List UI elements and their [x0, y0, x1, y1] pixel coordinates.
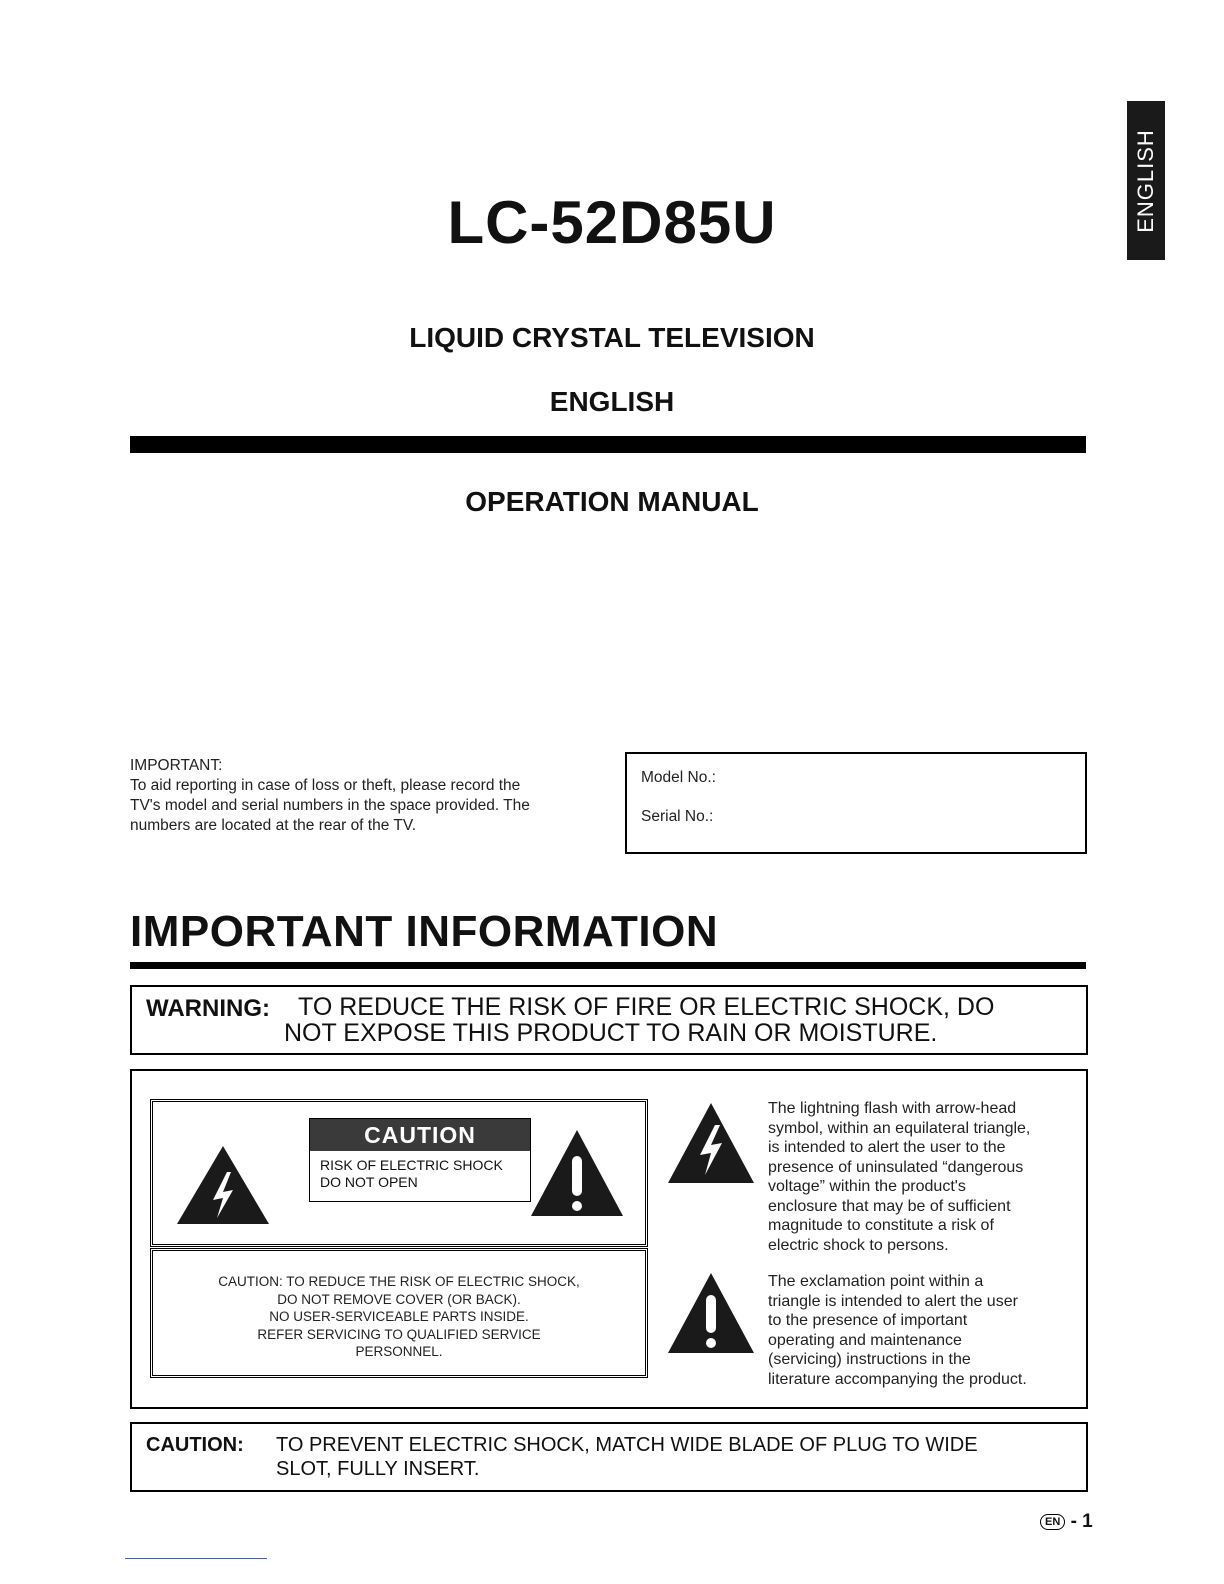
record-note-line: TV's model and serial numbers in the space provided. The — [130, 797, 530, 814]
warning-line: NOT EXPOSE THIS PRODUCT TO RAIN OR MOISTURE. — [284, 1019, 938, 1047]
lightning-line: symbol, within an equilateral triangle, — [768, 1119, 1031, 1137]
plug-caution-text — [276, 1433, 1056, 1481]
caution-banner-line: RISK OF ELECTRIC SHOCK — [320, 1157, 503, 1173]
heading-rule — [130, 962, 1086, 969]
important-information-heading: IMPORTANT INFORMATION — [130, 907, 719, 956]
model-number-title: LC-52D85U — [447, 189, 777, 256]
model-no-label: Model No.: — [641, 769, 716, 786]
lightning-symbol-icon — [666, 1101, 756, 1185]
lightning-line: is intended to alert the user to the — [768, 1139, 1006, 1156]
language-heading: ENGLISH — [549, 386, 675, 417]
plug-caution-box — [130, 1422, 1088, 1492]
en-badge: EN — [1040, 1514, 1065, 1530]
lightning-triangle-icon — [175, 1144, 271, 1226]
footer-link-line — [125, 1558, 267, 1559]
record-note-line: numbers are located at the rear of the TV. — [130, 817, 417, 834]
caution-notice-line: REFER SERVICING TO QUALIFIED SERVICE — [257, 1326, 541, 1342]
caution-banner-line: DO NOT OPEN — [320, 1174, 418, 1190]
exclamation-line: literature accompanying the product. — [768, 1370, 1027, 1388]
symbols-box — [130, 1069, 1088, 1409]
record-note-heading: IMPORTANT: — [130, 757, 223, 774]
warning-box — [130, 985, 1088, 1055]
product-name: LIQUID CRYSTAL TELEVISION — [409, 322, 815, 353]
exclamation-symbol-icon — [666, 1271, 756, 1355]
caution-notice-line: NO USER-SERVICEABLE PARTS INSIDE. — [269, 1309, 529, 1324]
lightning-line: voltage” within the product's — [768, 1178, 966, 1195]
warning-label: WARNING: — [146, 995, 270, 1022]
caution-notice-line: PERSONNEL. — [355, 1344, 443, 1359]
record-note — [130, 756, 600, 836]
record-box — [625, 752, 1087, 854]
caution-label-box — [150, 1099, 648, 1247]
warning-text — [284, 993, 1078, 1047]
language-tab-label: ENGLISH — [1133, 128, 1158, 233]
page-number — [1040, 1511, 1093, 1533]
caution-notice-box — [150, 1248, 648, 1378]
serial-no-label: Serial No.: — [641, 808, 714, 825]
lightning-line: magnitude to constitute a risk of — [768, 1217, 994, 1234]
exclamation-line: (servicing) instructions in the — [768, 1351, 971, 1368]
page-separator: - — [1070, 1511, 1077, 1532]
heavy-rule — [130, 436, 1086, 453]
caution-banner — [309, 1118, 531, 1202]
exclamation-line: The exclamation point within a — [768, 1273, 984, 1290]
exclamation-line: triangle is intended to alert the user — [768, 1292, 1018, 1310]
caution-notice-line: CAUTION: TO REDUCE THE RISK OF ELECTRIC SHOCK, — [218, 1274, 580, 1289]
record-note-line: To aid reporting in case of loss or theft, please record the — [130, 777, 521, 794]
manual-type: OPERATION MANUAL — [465, 486, 759, 517]
plug-caution-label: CAUTION: — [146, 1434, 244, 1456]
lightning-line: enclosure that may be of sufficient — [768, 1197, 1011, 1215]
exclamation-triangle-icon — [529, 1128, 625, 1218]
lightning-line: electric shock to persons. — [768, 1236, 949, 1254]
exclamation-line: to the presence of important — [768, 1312, 968, 1329]
exclamation-description — [768, 1272, 1068, 1389]
warning-line: TO REDUCE THE RISK OF FIRE OR ELECTRIC SHOCK, DO — [298, 993, 995, 1021]
caution-notice-line: DO NOT REMOVE COVER (OR BACK). — [277, 1291, 521, 1307]
plug-caution-line: TO PREVENT ELECTRIC SHOCK, MATCH WIDE BLADE OF PLUG TO WIDE — [276, 1434, 978, 1456]
plug-caution-line: SLOT, FULLY INSERT. — [276, 1458, 480, 1480]
lightning-line: presence of uninsulated “dangerous — [768, 1158, 1024, 1176]
caution-banner-title: CAUTION — [310, 1119, 530, 1151]
exclamation-line: operating and maintenance — [768, 1331, 962, 1349]
page-number-value: 1 — [1082, 1511, 1093, 1532]
lightning-description — [768, 1099, 1068, 1255]
lightning-line: The lightning flash with arrow-head — [768, 1100, 1017, 1117]
caution-notice — [153, 1273, 645, 1361]
